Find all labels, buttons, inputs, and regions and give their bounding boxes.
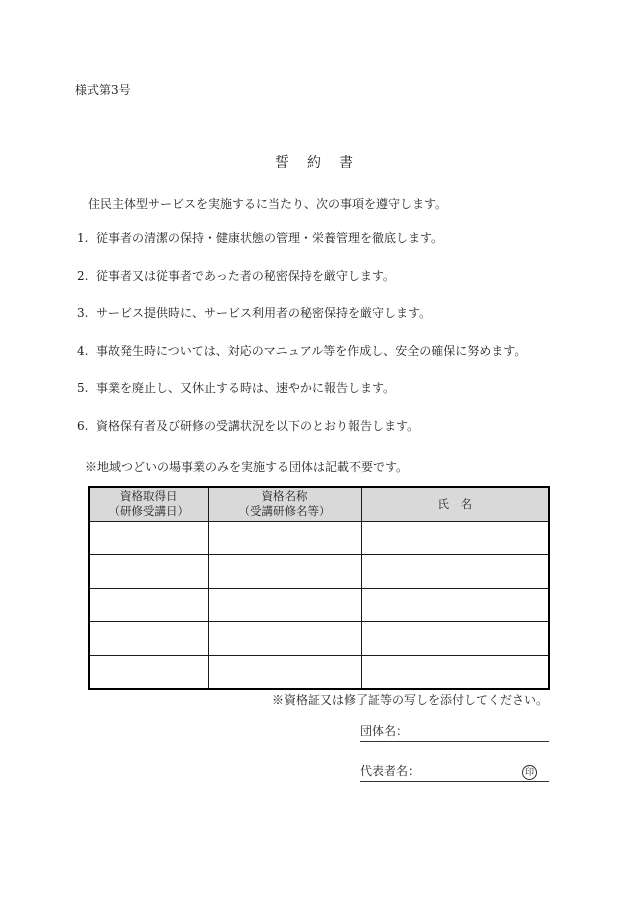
seal-mark-icon: 印 bbox=[522, 765, 537, 780]
form-number: 様式第3号 bbox=[75, 83, 131, 97]
table-exemption-note: ※地域つどいの場事業のみを実施する団体は記載不要です。 bbox=[85, 460, 409, 474]
item-number: 4. bbox=[77, 343, 89, 358]
page-title: 誓 約 書 bbox=[275, 155, 355, 171]
empty-cell bbox=[89, 622, 208, 656]
pledge-item-4 bbox=[77, 345, 577, 358]
header-qualification-date bbox=[89, 487, 208, 521]
empty-cell bbox=[208, 622, 361, 656]
pledge-list bbox=[77, 232, 577, 457]
intro-text: 住民主体型サービスを実施するに当たり、次の事項を遵守します。 bbox=[88, 197, 448, 211]
representative-name-label: 代表者名： bbox=[360, 764, 421, 778]
empty-cell bbox=[361, 588, 549, 622]
table-row bbox=[89, 555, 549, 589]
organization-name-label: 団体名： bbox=[360, 724, 409, 738]
empty-cell bbox=[89, 521, 208, 555]
header-line: 氏 名 bbox=[437, 496, 472, 511]
table-row bbox=[89, 521, 549, 555]
empty-cell bbox=[89, 588, 208, 622]
item-text: 従事者の清潔の保持・健康状態の管理・栄養管理を徹底します。 bbox=[96, 231, 444, 245]
item-text: サービス提供時に、サービス利用者の秘密保持を厳守します。 bbox=[96, 306, 432, 320]
table-row bbox=[89, 622, 549, 656]
attachment-note: ※資格証又は修了証等の写しを添付してください。 bbox=[271, 693, 548, 707]
empty-cell bbox=[208, 521, 361, 555]
item-number: 3. bbox=[77, 306, 89, 320]
header-qualification-name bbox=[208, 487, 361, 521]
empty-cell bbox=[208, 655, 361, 689]
pledge-item-6 bbox=[77, 420, 577, 433]
item-text: 事故発生時については、対応のマニュアル等を作成し、安全の確保に努めます。 bbox=[96, 343, 527, 358]
empty-cell bbox=[208, 588, 361, 622]
header-person-name bbox=[361, 487, 549, 521]
organization-name-field bbox=[360, 722, 549, 742]
header-line: （研修受講日） bbox=[108, 504, 189, 519]
table-header-row bbox=[89, 487, 549, 521]
empty-cell bbox=[361, 555, 549, 589]
item-number: 6. bbox=[77, 418, 89, 433]
item-number: 2. bbox=[77, 268, 89, 283]
empty-cell bbox=[361, 622, 549, 656]
empty-cell bbox=[89, 555, 208, 589]
header-line: （受講研修名等） bbox=[238, 504, 331, 519]
header-line: 資格取得日 bbox=[120, 489, 178, 504]
header-line: 資格名称 bbox=[261, 489, 308, 504]
empty-cell bbox=[89, 655, 208, 689]
representative-name-field bbox=[360, 762, 549, 782]
pledge-item-2 bbox=[77, 270, 577, 283]
item-number: 5. bbox=[77, 381, 89, 395]
empty-cell bbox=[361, 655, 549, 689]
item-text: 事業を廃止し、又休止する時は、速やかに報告します。 bbox=[96, 381, 396, 395]
table-row bbox=[89, 588, 549, 622]
qualification-table bbox=[88, 486, 550, 690]
item-text: 従事者又は従事者であった者の秘密保持を厳守します。 bbox=[96, 268, 395, 283]
empty-cell bbox=[361, 521, 549, 555]
empty-cell bbox=[208, 555, 361, 589]
table-row bbox=[89, 655, 549, 689]
item-number: 1. bbox=[77, 231, 89, 245]
pledge-item-5 bbox=[77, 382, 577, 395]
item-text: 資格保有者及び研修の受講状況を以下のとおり報告します。 bbox=[96, 418, 420, 433]
pledge-item-3 bbox=[77, 307, 577, 320]
pledge-item-1 bbox=[77, 232, 577, 245]
